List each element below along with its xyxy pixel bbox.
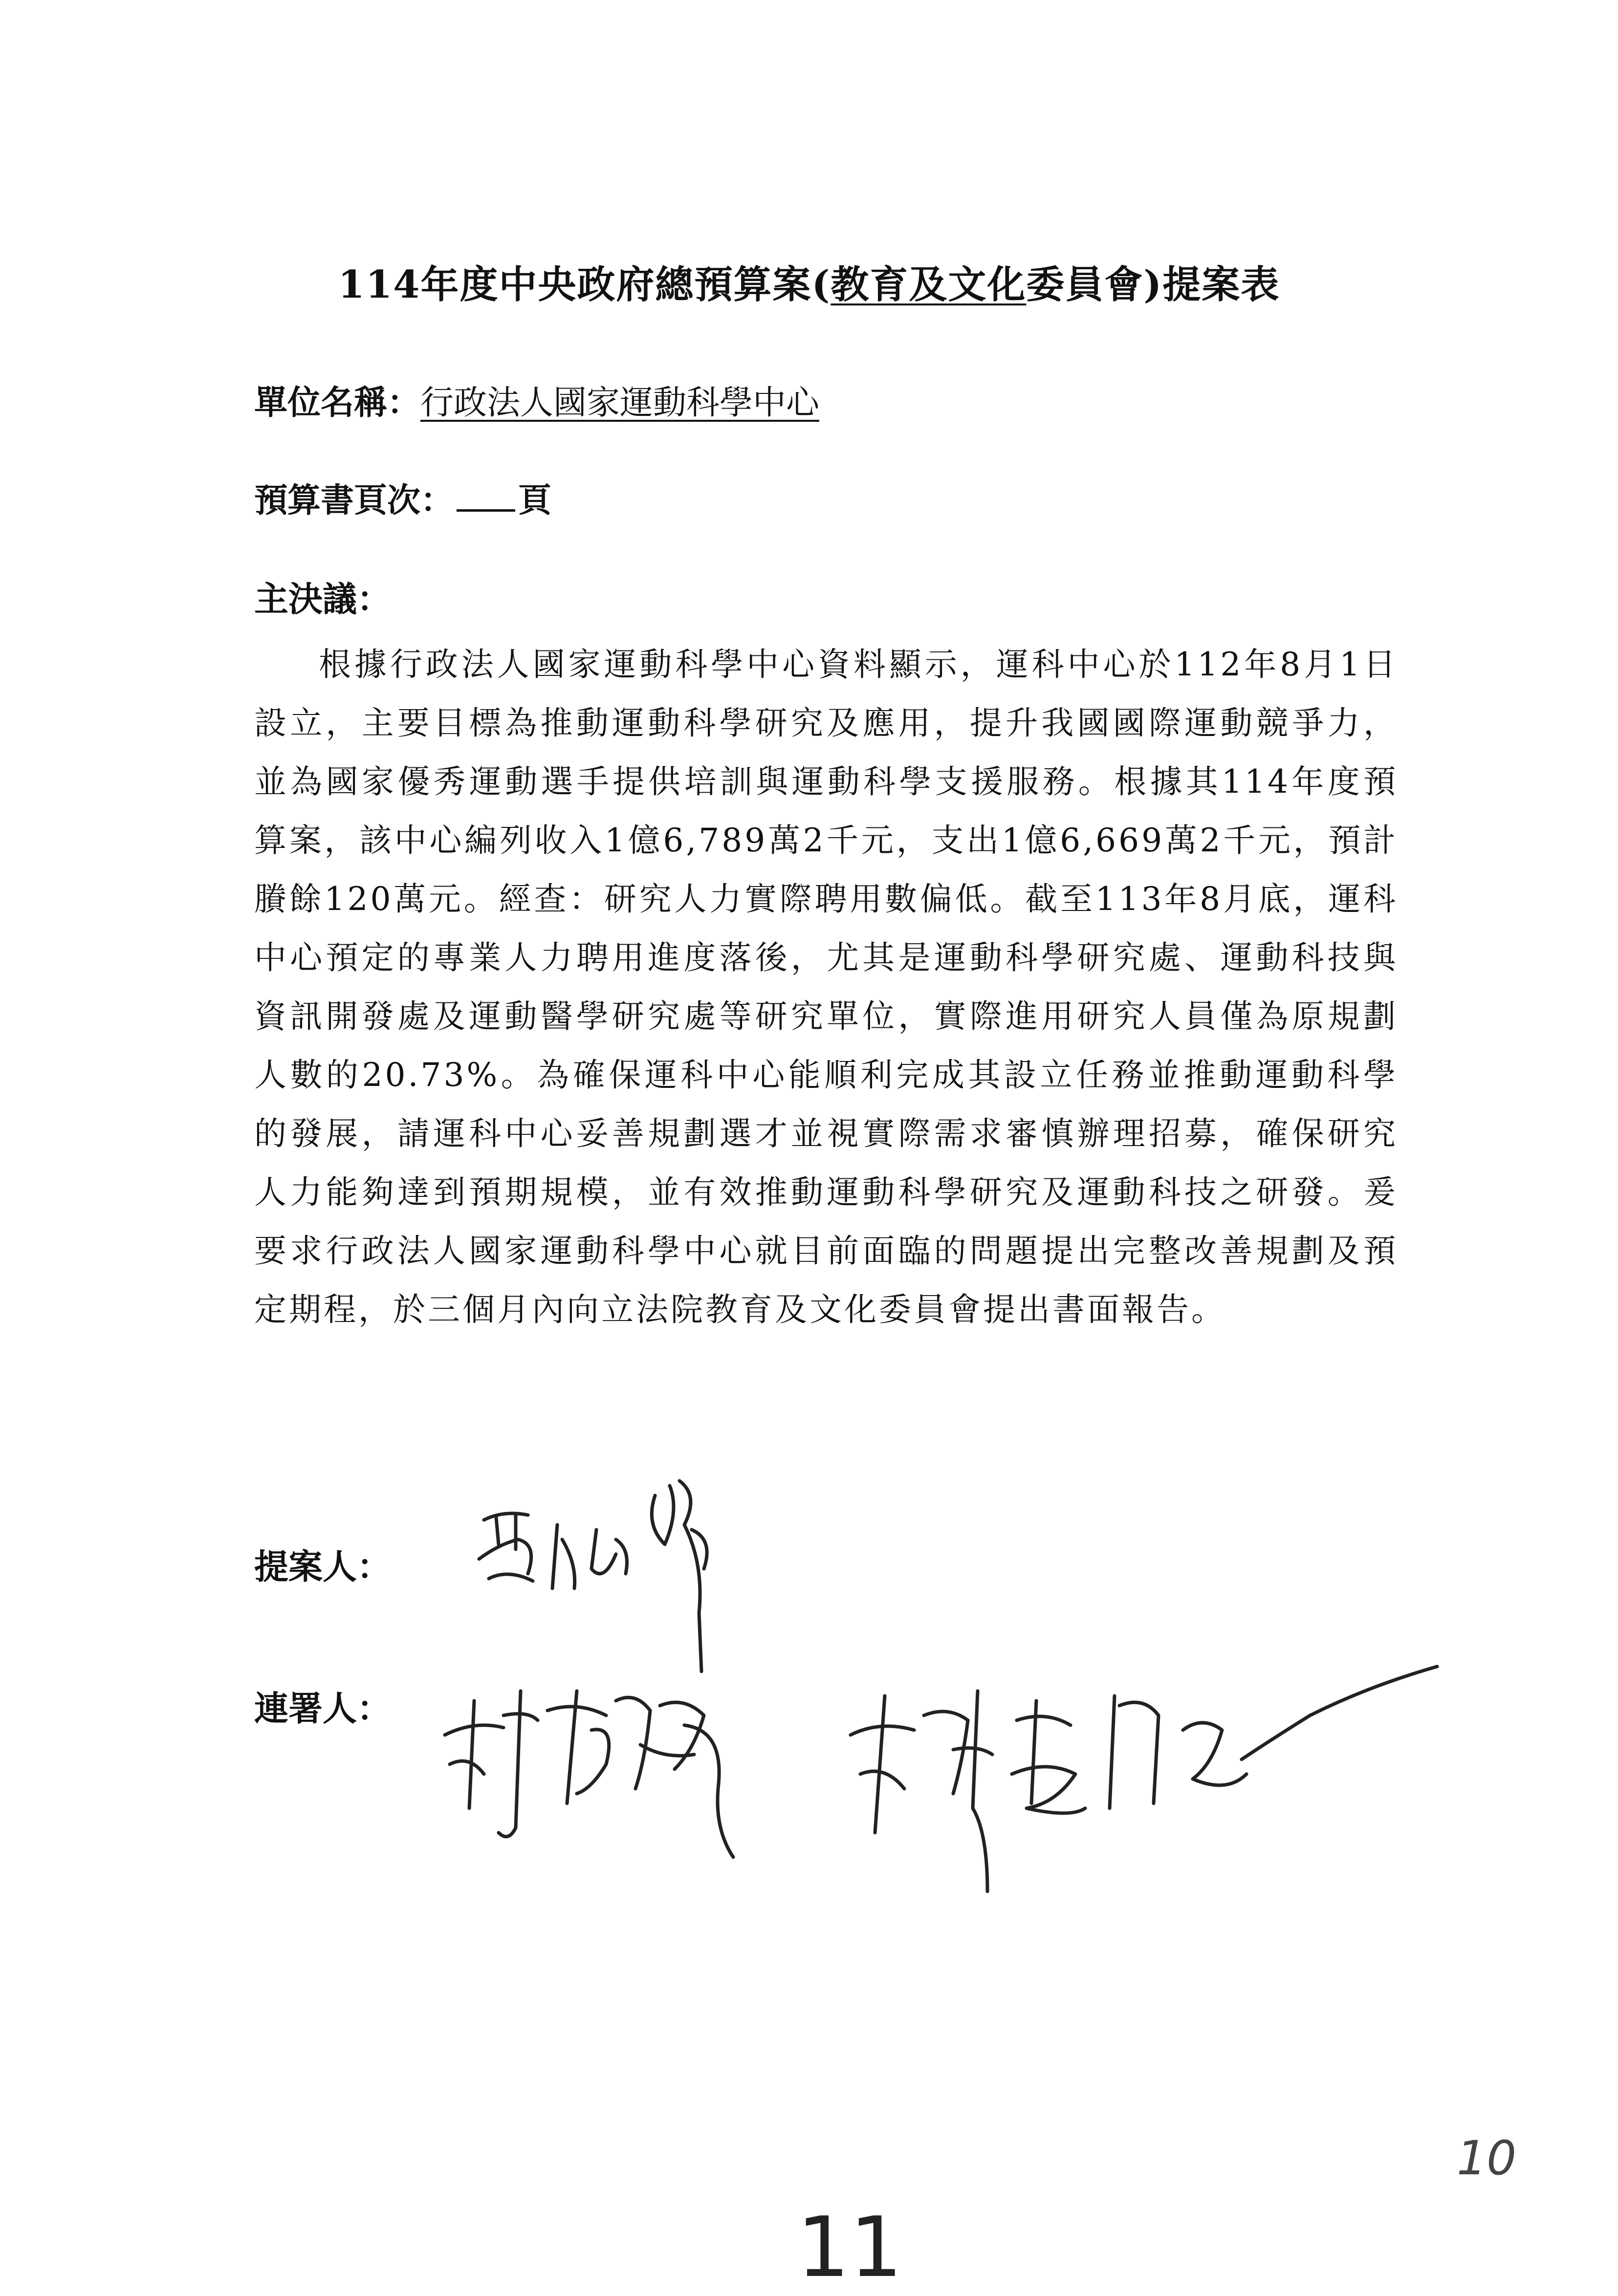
- cosigner-signature-2: [841, 1647, 1447, 1921]
- budget-page-label: 預算書頁次：: [254, 481, 454, 520]
- unit-name-row: [254, 376, 819, 424]
- proposer-label: 提案人：: [254, 1546, 391, 1587]
- title-suffix: 委員會)提案表: [1026, 262, 1280, 307]
- title-committee: 教育及文化: [831, 262, 1027, 307]
- resolution-heading: 主決議：: [254, 579, 391, 619]
- budget-page-row: [254, 474, 551, 521]
- document-title: [0, 254, 1618, 309]
- proposer-signature: [469, 1466, 743, 1681]
- page-number-corner: 10: [1457, 2131, 1517, 2186]
- unit-name-label: 單位名稱：: [254, 383, 421, 422]
- unit-name-value: 行政法人國家運動科學中心: [420, 384, 820, 422]
- budget-page-blank: [457, 485, 515, 512]
- page-number-bottom: 11: [797, 2199, 903, 2296]
- cosigner-label: 連署人：: [254, 1688, 391, 1729]
- budget-page-suffix: 頁: [518, 481, 552, 520]
- resolution-body: 根據行政法人國家運動科學中心資料顯示，運科中心於112年8月1日設立，主要目標為推動運動科學研究及應用，提升我國國際運動競爭力，並為國家優秀運動選手提供培訓與運動科學支援服務。根據其114年度預算案，該中心編列收入1億6,789萬2千元，支出1億6,669萬2千元，預計賸餘120萬元。經查：研究人力實際聘用數偏低。截至113年8月底，運科中心預定的專業人力聘用進度落後，尤其是運動科學研究處、運動科技與資訊開發處及運動醫學研究處等研究單位，實際進用研究人員僅為原規劃人數的20.73%。為確保運科中心能順利完成其設立任務並推動運動科學的發展，請運科中心妥善規劃選才並視實際需求審慎辦理招募，確保研究人力能夠達到預期規模，並有效推動運動科學研究及運動科技之研發。爰要求行政法人國家運動科學中心就目前面臨的問題提出完整改善規劃及預定期程，於三個月內向立法院教育及文化委員會提出書面報告。: [254, 646, 1398, 1328]
- title-prefix: 114年度中央政府總預算案(: [338, 262, 831, 307]
- cosigner-signature-1: [430, 1662, 802, 1867]
